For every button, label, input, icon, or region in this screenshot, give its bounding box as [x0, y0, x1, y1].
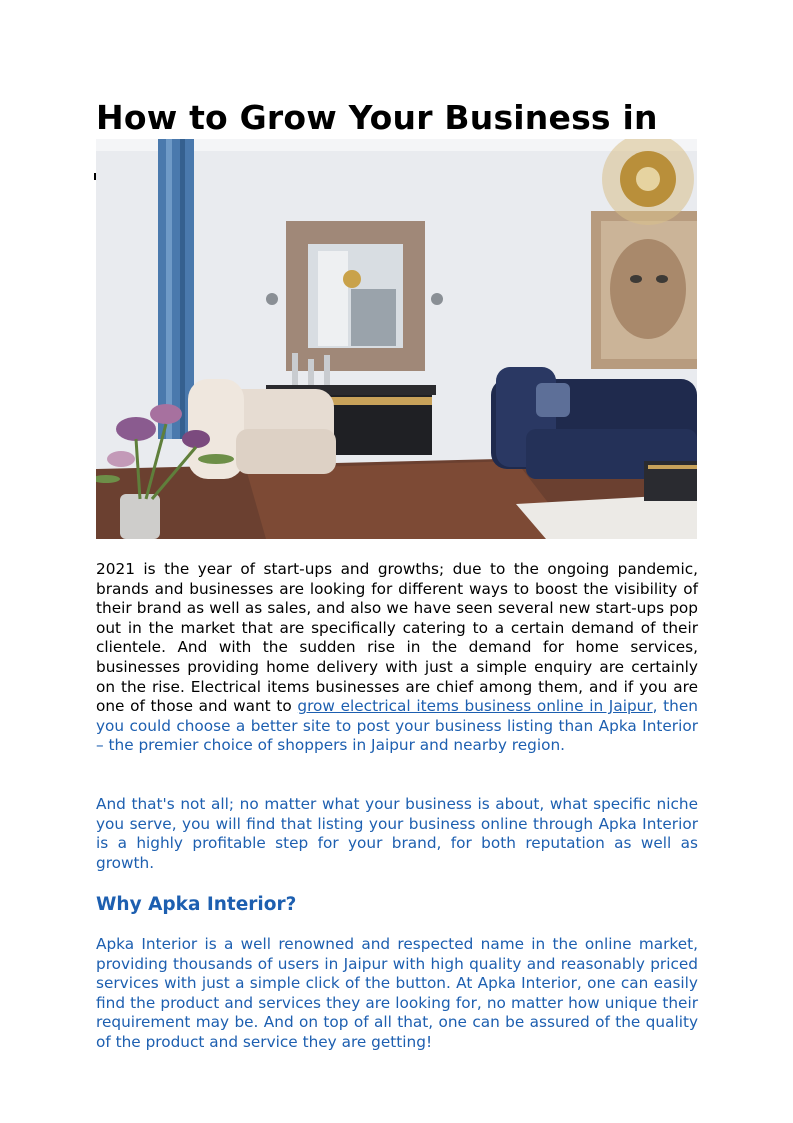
second-paragraph: And that's not all; no matter what your business is about, what specific niche you serve, you will find that listing your business online through Apka Interior is a highly profitable step for your brand, for both reputation as well as growth. — [96, 795, 698, 872]
page-title: How to Grow Your Business in — [96, 98, 658, 137]
section-heading: Why Apka Interior? — [96, 894, 297, 915]
business-link[interactable]: grow electrical items business online in Jaipur — [297, 697, 653, 716]
intro-text-continued: , then you could choose a better site to post your business listing than Apka Interior – the premier choice of shoppers in Jaipur and nearby region. — [96, 697, 698, 755]
intro-text: 2021 is the year of start-ups and growths; due to the ongoing pandemic, brands and businesses are looking for different ways to boost the visibility of their brand as well as sales, and also we have seen several new start-ups pop out in the market that are specifically catering to a certain demand of their clientele. And with the sudden rise in the demand for home services, businesses providing home delivery with just a simple enquiry are certainly on the rise. Electrical items businesses are chief among them, and if you are one of those and want to — [96, 560, 698, 716]
third-paragraph: Apka Interior is a well renowned and respected name in the online market, providing thousands of users in Jaipur with high quality and reasonably priced services with just a simple click of the button. At Apka Interior, one can easily find the product and services they are looking for, no matter how unique their requirement may be. And on top of all that, one can be assured of the quality of the product and service they are getting! — [96, 935, 698, 1051]
intro-paragraph — [96, 560, 698, 756]
hero-image — [96, 139, 697, 539]
